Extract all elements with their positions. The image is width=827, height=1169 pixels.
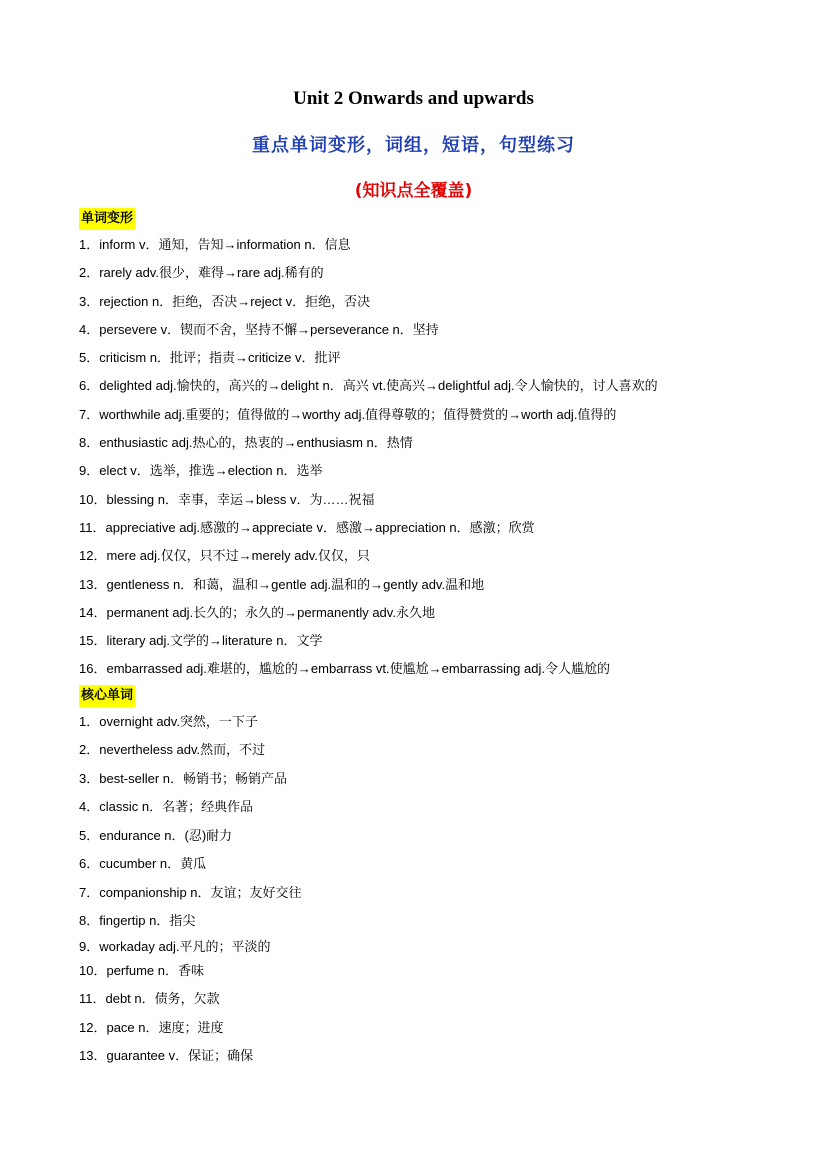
list-item: 15．literary adj.文学的→literature n．文学	[79, 633, 323, 649]
list-item: 9．elect v．选举，推选→election n．选举	[79, 463, 323, 479]
list-item: 3．best-seller n．畅销书；畅销产品	[79, 770, 288, 786]
list-item: 11．appreciative adj.感激的→appreciate v．感激→appreciation n．感激；欣赏	[79, 519, 535, 535]
list-item: 16．embarrassed adj.难堪的，尴尬的→embarrass vt.使尴尬→embarrassing adj.令人尴尬的	[79, 661, 610, 677]
list-item: 5．endurance n．(忍)耐力	[79, 827, 233, 843]
list-item: 4．persevere v．锲而不舍，坚持不懈→perseverance n．坚持	[79, 321, 439, 337]
list-item: 14．permanent adj.长久的；永久的→permanently adv.永久地	[79, 604, 435, 620]
list-item: 5．criticism n．批评；指责→criticize v．批评	[79, 350, 341, 366]
list-item: 8．fingertip n．指尖	[79, 913, 196, 929]
section-heading: 核心单词	[79, 685, 135, 707]
document-body	[79, 207, 779, 1071]
list-item: 2．rarely adv.很少，难得→rare adj.稀有的	[79, 265, 324, 281]
section-heading: 单词变形	[79, 208, 135, 230]
list-item: 10．blessing n．幸事，幸运→bless v．为……祝福	[79, 491, 375, 507]
coverage-note: (知识点全覆盖)	[354, 181, 473, 201]
list-item: 6．cucumber n．黄瓜	[79, 856, 207, 872]
list-item: 10．perfume n．香味	[79, 962, 204, 978]
section-core-words	[79, 684, 779, 708]
list-item: 3．rejection n．拒绝，否决→reject v．拒绝，否决	[79, 293, 371, 309]
list-item: 13．guarantee v．保证；确保	[79, 1048, 254, 1064]
section-word-forms	[79, 207, 779, 231]
list-item: 8．enthusiastic adj.热心的，热衷的→enthusiasm n．热情	[79, 435, 413, 451]
list-item: 7．worthwhile adj.重要的；值得做的→worthy adj.值得尊敬的；值得赞赏的→worth adj.值得的	[79, 406, 617, 422]
list-item: 9．workaday adj.平凡的；平淡的	[79, 938, 271, 954]
list-item: 1．overnight adv.突然，一下子	[79, 713, 258, 729]
page-subtitle: 重点单词变形，词组，短语，句型练习	[252, 135, 575, 156]
page-title: Unit 2 Onwards and upwards	[293, 88, 534, 109]
list-item: 13．gentleness n．和蔼，温和→gentle adj.温和的→gently adv.温和地	[79, 576, 485, 592]
list-item: 2．nevertheless adv.然而，不过	[79, 742, 266, 758]
core-words-list	[79, 708, 779, 1071]
list-item: 7．companionship n．友谊；友好交往	[79, 884, 302, 900]
list-item: 6．delighted adj.愉快的，高兴的→delight n．高兴 vt.使高兴→delightful adj.令人愉快的，讨人喜欢的	[79, 378, 658, 394]
list-item: 4．classic n．名著；经典作品	[79, 799, 254, 815]
word-forms-list	[79, 231, 779, 684]
list-item: 11．debt n．债务，欠款	[79, 991, 220, 1007]
list-item: 1．inform v．通知，告知→information n．信息	[79, 237, 351, 252]
list-item: 12．mere adj.仅仅，只不过→merely adv.仅仅，只	[79, 548, 370, 564]
list-item: 12．pace n．速度；进度	[79, 1019, 224, 1035]
